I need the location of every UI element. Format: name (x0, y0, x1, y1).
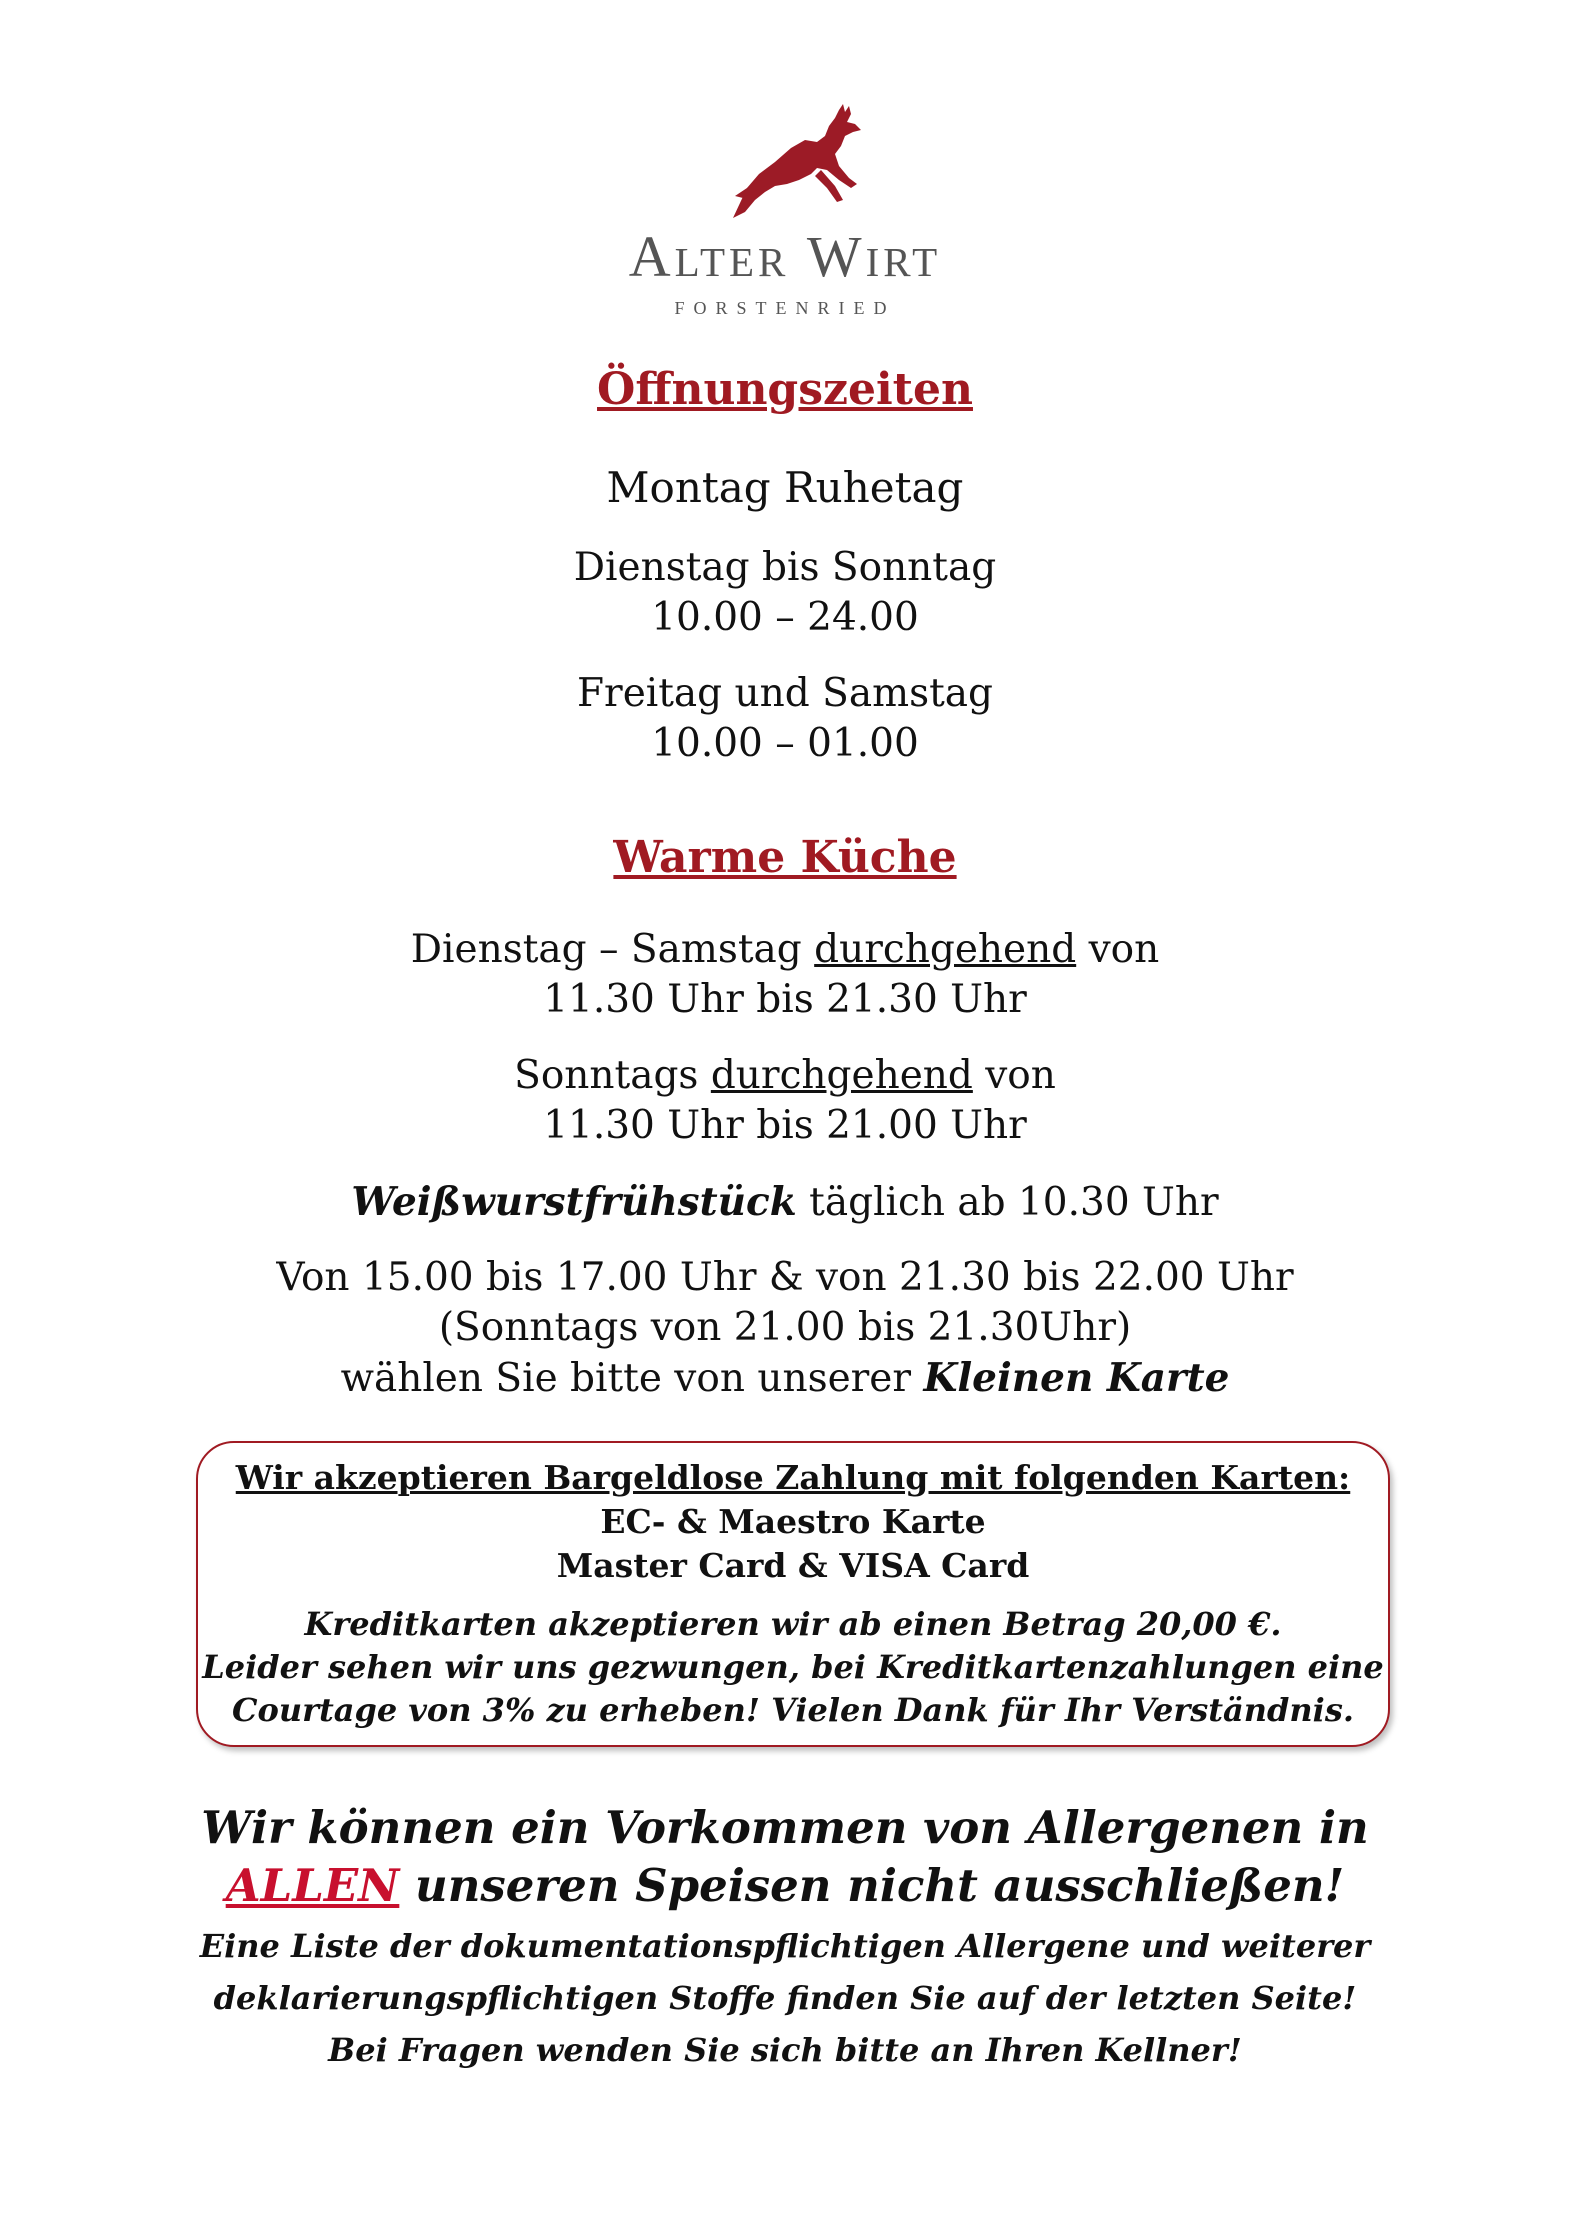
payment-cards-line-1: EC- & Maestro Karte (600, 1502, 986, 1541)
weekday-kitchen-line (0, 925, 1570, 975)
weekday-suffix: von (1076, 927, 1160, 972)
allergen-list-line-2: deklarierungspflichtigen Stoffe finden Sie auf der letzten Seite! (213, 1979, 1357, 2017)
sunday-emphasis: durchgehend (710, 1053, 973, 1098)
monday-closed: Montag Ruhetag (606, 463, 964, 512)
weekday-emphasis: durchgehend (814, 927, 1077, 972)
brand-subtitle: FORSTENRIED (674, 298, 896, 318)
sunday-prefix: Sonntags (514, 1053, 711, 1098)
fri-sat-label: Freitag und Samstag (577, 671, 993, 716)
tue-sun-hours: 10.00 – 24.00 (651, 595, 919, 640)
payment-note-line-1: Kreditkarten akzeptieren wir ab einen Betrag 20,00 €. (304, 1605, 1282, 1643)
breakfast-emphasis: Weißwurstfrühstück (351, 1179, 797, 1225)
sunday-kitchen-hours: 11.30 Uhr bis 21.00 Uhr (543, 1103, 1027, 1148)
payment-cards-line-2: Master Card & VISA Card (556, 1546, 1030, 1585)
payment-info-box (196, 1441, 1390, 1747)
sunday-kitchen-line (0, 1051, 1570, 1101)
payment-note-line-3: Courtage von 3% zu erheben! Vielen Dank für Ihr Verständnis. (232, 1691, 1354, 1729)
opening-hours-heading: Öffnungszeiten (597, 364, 973, 415)
fri-sat-hours: 10.00 – 01.00 (651, 721, 919, 766)
weekday-kitchen-hours: 11.30 Uhr bis 21.30 Uhr (543, 977, 1027, 1022)
payment-heading: Wir akzeptieren Bargeldlose Zahlung mit folgenden Karten: (235, 1458, 1351, 1497)
small-menu-line-2: (Sonntags von 21.00 bis 21.30Uhr) (438, 1305, 1132, 1350)
allergen-warning-rest: unseren Speisen nicht ausschließen! (399, 1859, 1345, 1912)
payment-note-line-2: Leider sehen wir uns gezwungen, bei Kreditkartenzahlungen eine (202, 1648, 1384, 1686)
sunday-suffix: von (972, 1053, 1056, 1098)
small-menu-emphasis: Kleinen Karte (923, 1355, 1230, 1401)
breakfast-line (0, 1177, 1570, 1228)
small-menu-line-1: Von 15.00 bis 17.00 Uhr & von 21.30 bis 22.00 Uhr (276, 1255, 1294, 1300)
brand-name: Alter Wirt (628, 224, 942, 289)
tue-sun-label: Dienstag bis Sonntag (573, 545, 997, 590)
weekday-prefix: Dienstag – Samstag (410, 927, 815, 972)
allergen-warning-line-1: Wir können ein Vorkommen von Allergenen in (201, 1801, 1369, 1854)
allergen-list-line-1: Eine Liste der dokumentationspflichtigen Allergene und weiterer (199, 1927, 1371, 1965)
small-menu-line-3 (0, 1353, 1570, 1404)
leaping-deer-icon (725, 100, 865, 220)
warm-kitchen-heading: Warme Küche (613, 832, 957, 883)
breakfast-rest: täglich ab 10.30 Uhr (796, 1180, 1219, 1225)
allergen-all-emphasis: ALLEN (225, 1859, 400, 1912)
small-menu-prefix: wählen Sie bitte von unserer (340, 1356, 924, 1401)
allergen-questions-line: Bei Fragen wenden Sie sich bitte an Ihren Kellner! (328, 2031, 1242, 2069)
allergen-warning-line-2 (0, 1857, 1570, 1915)
